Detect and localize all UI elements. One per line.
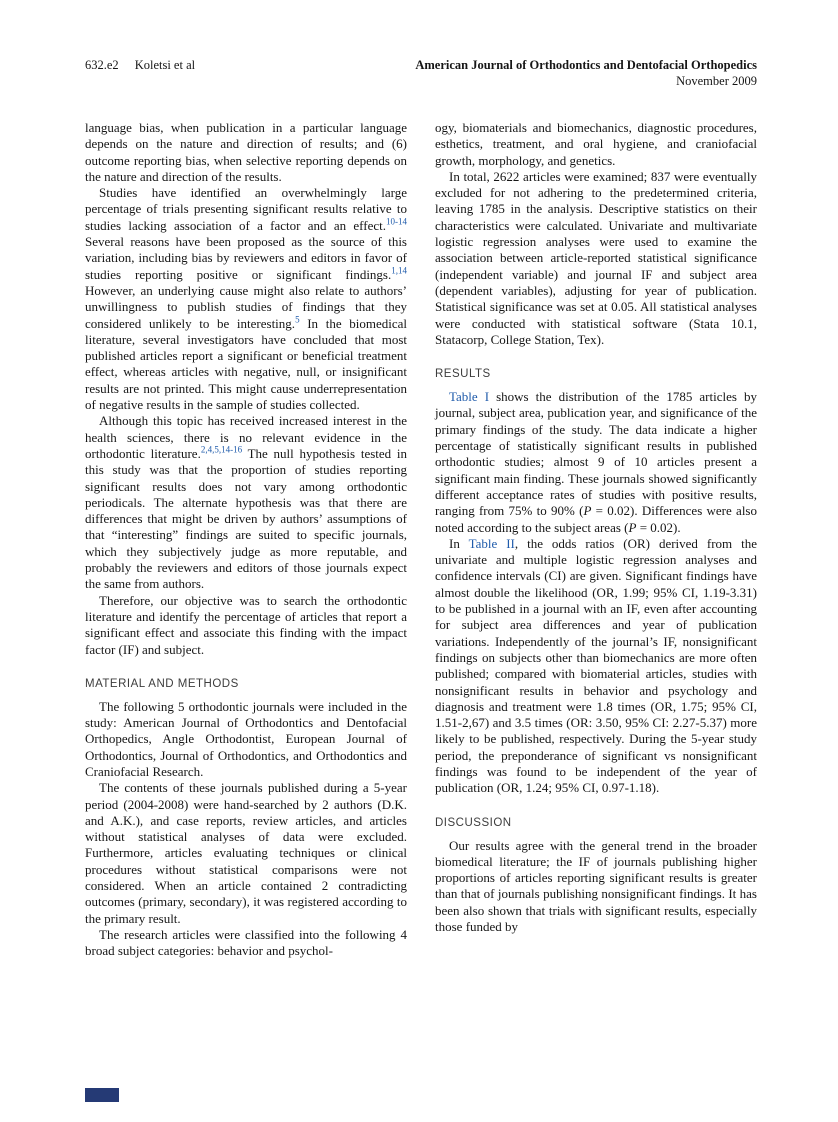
paragraph	[435, 838, 757, 936]
paragraph	[435, 536, 757, 797]
text-run: = 0.02).	[636, 519, 681, 535]
footer-mark	[85, 1088, 119, 1102]
journal-title: American Journal of Orthodontics and Dentofacial Orthopedics	[415, 58, 757, 72]
text-run: However, an underlying cause might also relate to authors’ unwillingness to publish studies of findings that they considered unlikely to be interesting.	[85, 282, 407, 331]
text-run: The contents of these journals published during a 5-year period (2004-2008) were hand-searched by 2 authors (D.K. and A.K.), and case reports, review articles, and articles without statistical analyses of data were excluded. Furthermore, articles evaluating techniques or clinical procedures without statistical comparisons were not considered. When an article contained 2 contradicting outcomes (primary, secondary), it was registered according to the primary result.	[85, 780, 407, 926]
table-link[interactable]: Table I	[449, 389, 490, 405]
citation-link[interactable]: 5	[295, 314, 300, 325]
left-column	[85, 120, 407, 960]
text-run: In	[449, 535, 469, 551]
paragraph	[85, 185, 407, 413]
article-body	[85, 120, 757, 960]
paragraph	[85, 593, 407, 658]
paragraph	[85, 927, 407, 960]
text-run: The research articles were classified into the following 4 broad subject categories: behavior and psychol-	[85, 926, 407, 959]
paragraph	[85, 120, 407, 185]
text-run: = 0.02). Differences were also noted according to the subject areas (	[435, 503, 757, 535]
section-heading: RESULTS	[435, 368, 491, 381]
paragraph	[435, 120, 757, 169]
text-run: In total, 2622 articles were examined; 837 were eventually excluded for not adhering to the predetermined criteria, leaving 1785 in the analysis. Descriptive statistics on their characteristics were calculated. Univariate and multivariate logistic regression analyses were used to examine the association between article-reported statistical significance (independent variable) and journal IF and subject area (dependent variables), adjusting for year of publication. Statistical significance was set at 0.05. All statistical analyses were conducted with statistical software (Stata 10.1, Statacorp, College Station, Tex).	[435, 168, 757, 347]
citation-link[interactable]: 2,4,5,14-16	[200, 444, 243, 455]
authors: Koletsi et al	[134, 58, 196, 72]
paragraph	[85, 699, 407, 780]
text-run: Our results agree with the general trend in the broader biomedical literature; the IF of journals publishing higher proportions of articles reporting significant results is greater than that of journals publishing nonsignificant findings. It has been also shown that trials with significant results, especially those funded by	[435, 837, 757, 935]
issue-date: November 2009	[676, 74, 757, 88]
italic-text: P	[628, 519, 637, 535]
header-left	[85, 58, 195, 73]
page-number: 632.e2	[85, 58, 119, 72]
section-heading: DISCUSSION	[435, 816, 512, 829]
paragraph	[435, 389, 757, 536]
text-run: ogy, biomaterials and biomechanics, diagnostic procedures, esthetics, treatment, and oral hygiene, and craniofacial growth, morphology, and genetics.	[435, 120, 757, 168]
text-run: shows the distribution of the 1785 articles by journal, subject area, publication year, and significance of the primary findings of the study. The data indicate a higher percentage of statistically significant results in published orthodontic studies; almost 9 of 10 articles present a significant main finding. These journals showed significantly different acceptance rates of studies with positive results, ranging from 75% to 90% (	[435, 389, 757, 519]
paragraph	[85, 413, 407, 592]
paragraph	[85, 780, 407, 927]
text-run: Although this topic has received increased interest in the health sciences, there is no relevant evidence in the orthodontic literature.	[85, 413, 407, 461]
text-run: language bias, when publication in a particular language depends on the nature and direction of results; and (6) outcome reporting bias, when selective reporting depends on the nature and direction of the results.	[85, 120, 407, 184]
italic-text: P	[583, 503, 592, 519]
text-run: , the odds ratios (OR) derived from the univariate and multiple logistic regression analyses and confidence intervals (CI) are given. Significant findings have almost double the likelihood (OR, 1.99; 95% CI, 1.19-3.31) to be published in a journal with an IF, even after accounting for subject area differences and year of publication variations. Independently of the journal’s IF, nonsignificant findings on subjects other than biomechanics are more often published; compared with biomaterial articles, studies with nonsignificant results in behavior and psychology and diagnosis and treatment were 1.8 times (OR, 1.75; 95% CI, 1.51-2,67) and 3.5 times (OR: 3.50, 95% CI: 2.27-5.37) more likely to be published, respectively. During the 5-year study period, the preponderance of significant vs nonsignificant findings was found to be independent of the year of publication (OR, 1.24; 95% CI, 0.97-1.18).	[435, 535, 757, 796]
text-run: The null hypothesis tested in this study was that the proportion of studies reporting significant results does not vary among orthodontic periodicals. The alternate hypothesis was that there are differences that might be driven by authors’ assumptions of that “interesting” findings are suited to specific journals, which they subjectively judge as more reputable, and probably the reviewers and editors of those journals expect the same from authors.	[85, 445, 407, 592]
section-heading: MATERIAL AND METHODS	[85, 677, 239, 690]
text-run: Therefore, our objective was to search the orthodontic literature and identify the percentage of articles that report a significant effect and associate this finding with the impact factor (IF) and subject.	[85, 592, 407, 657]
text-run: In the biomedical literature, several investigators have concluded that most published articles report a significant or beneficial treatment effect, whereas articles with negative, null, or insignificant results are not printed. This might cause underrepresentation of negative results in the sample of studies collected.	[85, 315, 407, 413]
running-head	[85, 58, 757, 89]
paragraph	[435, 169, 757, 348]
text-run: Studies have identified an overwhelmingly large percentage of trials presenting significant results relative to studies lacking association of a factor and an effect.	[85, 185, 407, 233]
table-link[interactable]: Table II	[468, 535, 515, 551]
text-run: The following 5 orthodontic journals were included in the study: American Journal of Orthodontics and Dentofacial Orthopedics, Angle Orthodontist, European Journal of Orthodontics, Journal of Orthodontics, and Orthodontics and Craniofacial Research.	[85, 698, 407, 779]
text-run: Several reasons have been proposed as the source of this variation, including bias by reviewers and editors in favor of studies reporting positive or significant findings.	[85, 234, 407, 282]
right-column	[435, 120, 757, 960]
citation-link[interactable]: 10-14	[386, 216, 407, 227]
citation-link[interactable]: 1,14	[391, 265, 407, 276]
header-right	[415, 58, 757, 89]
